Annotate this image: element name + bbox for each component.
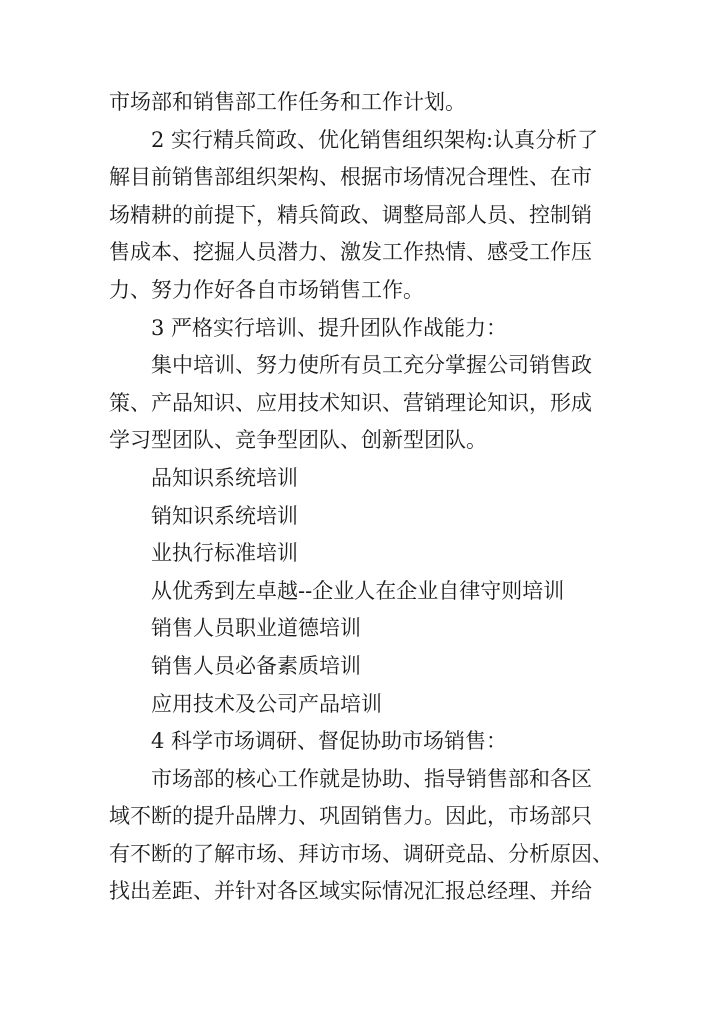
text-line: 策、产品知识、应用技术知识、营销理论知识，形成 (109, 390, 592, 415)
text-line: 售成本、挖掘人员潜力、激发工作热情、感受工作压 (109, 240, 592, 265)
text-line: 域不断的提升品牌力、巩固销售力。因此，市场部只 (109, 804, 592, 829)
text-line: 品知识系统培训 (151, 465, 298, 490)
text-line: 从优秀到左卓越--企业人在企业自律守则培训 (151, 578, 565, 603)
text-line: 销售人员必备素质培训 (151, 653, 361, 678)
text-line: 解目前销售部组织架构、根据市场情况合理性、在市 (109, 165, 592, 190)
text-line: 3 严格实行培训、提升团队作战能力： (151, 315, 508, 340)
text-line: 力、努力作好各自市场销售工作。 (109, 277, 424, 302)
text-line: 4 科学市场调研、督促协助市场销售： (151, 729, 508, 754)
text-line: 市场部和销售部工作任务和工作计划。 (109, 90, 466, 114)
text-line: 有不断的了解市场、拜访市场、调研竞品、分析原因、 (109, 841, 613, 866)
text-line: 2 实行精兵简政、优化销售组织架构:认真分析了 (151, 127, 599, 152)
text-line: 学习型团队、竞争型团队、创新型团队。 (109, 428, 487, 453)
text-line: 市场部的核心工作就是协助、指导销售部和各区 (151, 766, 592, 791)
text-line: 集中培训、努力使所有员工充分掌握公司销售政 (151, 353, 592, 378)
text-line: 场精耕的前提下，精兵简政、调整局部人员、控制销 (109, 202, 592, 227)
document-body (109, 84, 614, 911)
text-line: 业执行标准培训 (151, 541, 298, 566)
text-line: 销售人员职业道德培训 (151, 616, 361, 641)
text-line: 应用技术及公司产品培训 (151, 691, 382, 716)
text-line: 找出差距、并针对各区域实际情况汇报总经理、并给 (109, 879, 592, 904)
text-line: 销知识系统培训 (151, 503, 298, 528)
